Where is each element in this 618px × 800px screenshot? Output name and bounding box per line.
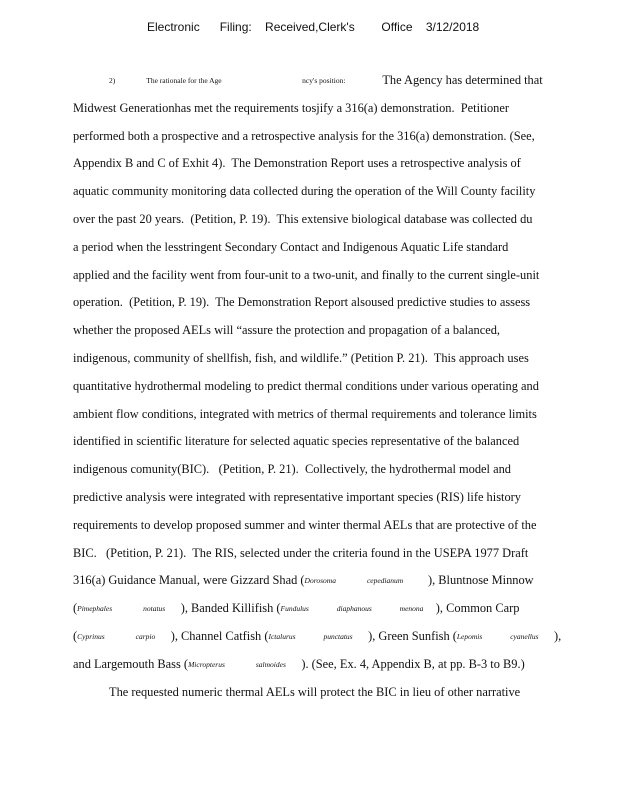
text-line xyxy=(73,629,561,644)
species-name: notatus xyxy=(143,604,166,614)
species-name: Cyprinus xyxy=(77,632,105,641)
text-segment xyxy=(296,629,324,643)
text-segment xyxy=(105,629,136,643)
text-line xyxy=(73,379,539,393)
text-segment: 2) xyxy=(109,76,116,85)
text-line xyxy=(73,212,533,226)
text-segment: ), Banded Killifish ( xyxy=(165,601,281,616)
text-segment xyxy=(336,573,367,587)
text-line xyxy=(109,685,520,699)
species-name: carpio xyxy=(135,632,156,641)
text-line xyxy=(73,156,521,170)
text-segment: a period when the lesstringent Secondary Contact and Indigenous Aquatic Life standard xyxy=(73,239,509,254)
species-name: Lepomis xyxy=(456,632,483,641)
text-line xyxy=(73,323,500,337)
species-name: diaphanous xyxy=(336,604,372,614)
text-line xyxy=(73,407,537,421)
text-segment: ). (See, Ex. 4, Appendix B, at pp. B-3 to B9.) xyxy=(285,656,525,671)
text-segment: predictive analysis were integrated with representative important species (RIS) life history xyxy=(73,490,521,504)
text-segment xyxy=(309,601,337,615)
text-line xyxy=(73,295,530,309)
text-segment: The rationale for the Age xyxy=(146,76,222,85)
species-name: punctatus xyxy=(323,632,353,641)
text-segment: The Agency has determined that xyxy=(345,73,543,87)
text-segment: ambient flow conditions, integrated with metrics of thermal requirements and tolerance limits xyxy=(73,406,537,421)
text-line xyxy=(73,546,528,560)
text-segment: quantitative hydrothermal modeling to predict thermal conditions under various operating and xyxy=(73,378,539,393)
text-segment: and Largemouth Bass ( xyxy=(73,656,189,671)
text-segment: The requested numeric thermal AELs will protect the BIC in lieu of other narrative xyxy=(109,684,521,699)
text-segment: operation. (Petition, P. 19). The Demonstration Report alsoused predictive studies to assess xyxy=(73,295,531,310)
text-segment: ncy's position: xyxy=(302,76,346,85)
text-segment: ), xyxy=(538,629,562,643)
species-name: cyanellus xyxy=(510,632,539,641)
text-segment xyxy=(482,629,510,643)
text-line xyxy=(73,129,535,143)
species-name: Dorosoma xyxy=(304,576,336,586)
text-segment: indigenous comunity(BIC). (Petition, P. 21). Collectively, the hydrothermal model and xyxy=(73,462,511,477)
species-name: cepedianum xyxy=(366,576,404,586)
text-line xyxy=(73,101,509,115)
text-segment xyxy=(112,601,143,615)
text-line xyxy=(73,268,539,282)
text-segment: ), Bluntnose Minnow xyxy=(403,573,534,588)
text-segment xyxy=(222,73,303,87)
species-name: Ictalurus xyxy=(268,632,296,641)
text-line xyxy=(73,601,519,616)
text-line xyxy=(73,434,519,448)
text-line xyxy=(73,518,536,532)
text-segment: over the past 20 years. (Petition, P. 19). This extensive biological database was collected du xyxy=(73,212,533,226)
text-segment: indigenous, community of shellfish, fish, and wildlife.” (Petition P. 21). This approach uses xyxy=(73,351,529,365)
text-line xyxy=(109,73,543,88)
species-name: salmoides xyxy=(255,659,286,669)
text-segment xyxy=(115,73,146,87)
text-line xyxy=(73,184,535,198)
text-line xyxy=(73,490,521,504)
text-segment: ), Common Carp xyxy=(423,601,520,616)
text-segment: ), Green Sunfish ( xyxy=(352,629,457,643)
text-segment: identified in scientific literature for selected aquatic species representative of the balanced xyxy=(73,434,520,449)
text-line xyxy=(73,462,511,476)
text-segment xyxy=(225,657,256,671)
text-segment: Appendix B and C of Exhit 4). The Demonstration Report uses a retrospective analysis of xyxy=(73,156,521,171)
text-segment: Midwest Generationhas met the requirements tosjify a 316(a) demonstration. Petitioner xyxy=(73,100,509,115)
text-segment: BIC. (Petition, P. 21). The RIS, selected under the criteria found in the USEPA 1977 Draft xyxy=(73,545,529,560)
species-name: menona xyxy=(399,604,424,614)
text-segment: requirements to develop proposed summer and winter thermal AELs that are protective of the xyxy=(73,517,537,532)
filing-header: Electronic Filing: Received,Clerk's Office 3/12/2018 xyxy=(147,20,480,34)
species-name: Pimephales xyxy=(77,604,113,614)
text-line xyxy=(73,240,508,254)
species-name: Fundulus xyxy=(280,604,309,614)
text-segment: whether the proposed AELs will “assure the protection and propagation of a balanced, xyxy=(73,323,500,338)
text-segment: performed both a prospective and a retrospective analysis for the 316(a) demonstration. (See, xyxy=(73,128,535,143)
text-segment xyxy=(372,601,400,615)
species-name: Micropterus xyxy=(188,659,225,669)
text-line xyxy=(73,351,529,365)
text-segment: ( xyxy=(73,629,78,643)
text-segment: ), Channel Catfish ( xyxy=(155,629,269,643)
text-segment: 316(a) Guidance Manual, were Gizzard Shad ( xyxy=(73,573,305,588)
text-line xyxy=(73,657,525,672)
text-line xyxy=(73,573,534,588)
text-segment: aquatic community monitoring data collected during the operation of the Will County facility xyxy=(73,184,536,199)
text-segment: ( xyxy=(73,601,78,616)
text-segment: applied and the facility went from four-unit to a two-unit, and finally to the current single-unit xyxy=(73,267,540,282)
